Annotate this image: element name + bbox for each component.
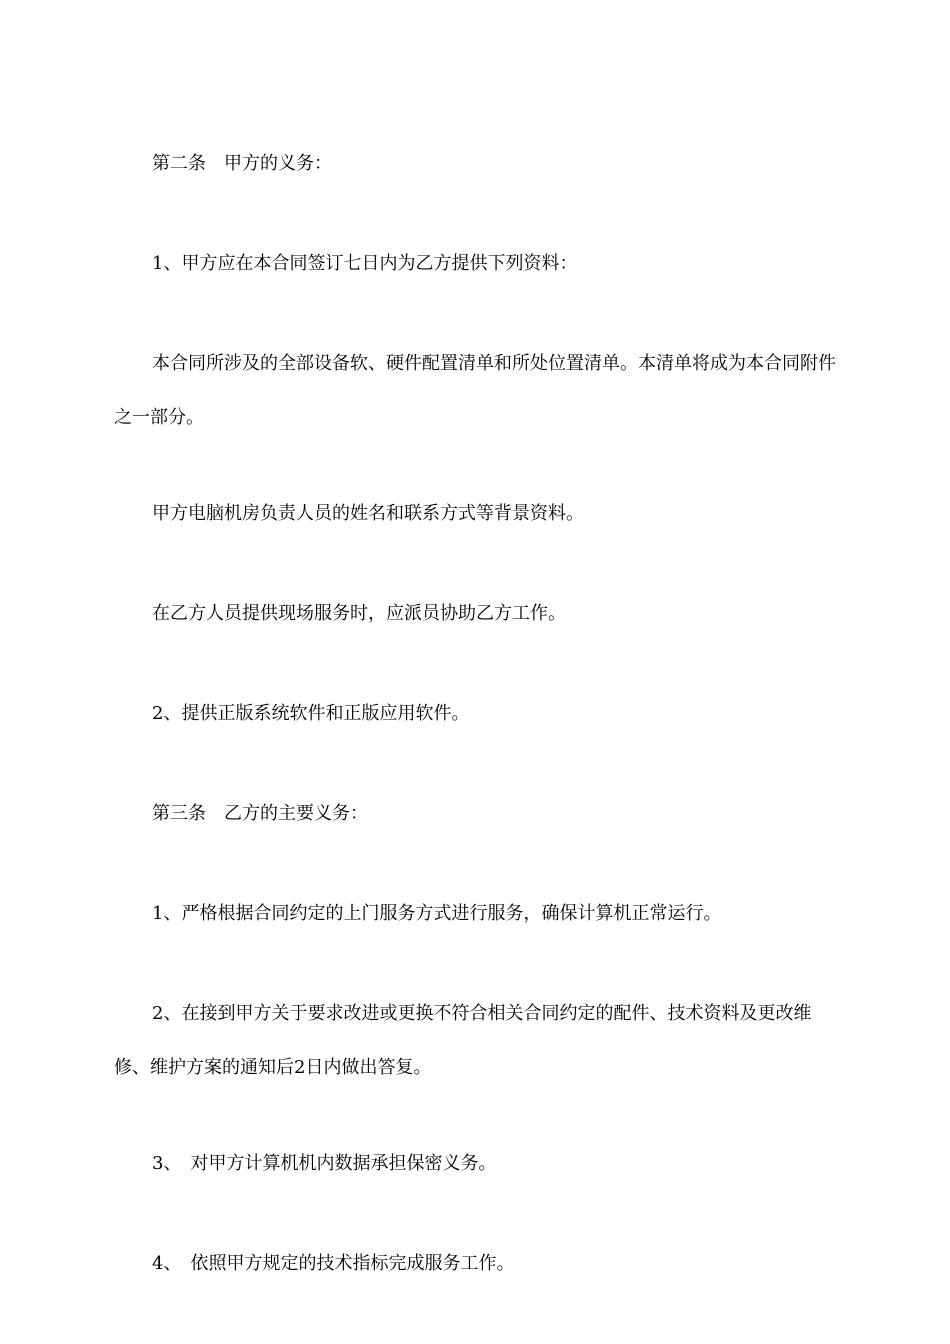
paragraph: 4、 依照甲方规定的技术指标完成服务工作。 xyxy=(152,1253,515,1274)
paragraph: 1、甲方应在本合同签订七日内为乙方提供下列资料： xyxy=(152,253,578,274)
paragraph: 本合同所涉及的全部设备软、硬件配置清单和所处位置清单。本清单将成为本合同附件之一部分。 xyxy=(114,353,836,428)
paragraph: 2、提供正版系统软件和正版应用软件。 xyxy=(152,703,470,724)
paragraph: 在乙方人员提供现场服务时，应派员协助乙方工作。 xyxy=(152,603,566,624)
paragraph: 2、在接到甲方关于要求改进或更换不符合相关合同约定的配件、技术资料及更改维修、维护方案的通知后2日内做出答复。 xyxy=(114,1003,812,1078)
paragraph: 甲方电脑机房负责人员的姓名和联系方式等背景资料。 xyxy=(152,503,584,524)
article-3-heading: 第三条 乙方的主要义务： xyxy=(152,803,368,824)
article-2-heading: 第二条 甲方的义务： xyxy=(152,153,332,174)
paragraph: 3、 对甲方计算机机内数据承担保密义务。 xyxy=(152,1153,497,1174)
paragraph: 1、严格根据合同约定的上门服务方式进行服务，确保计算机正常运行。 xyxy=(152,903,722,924)
